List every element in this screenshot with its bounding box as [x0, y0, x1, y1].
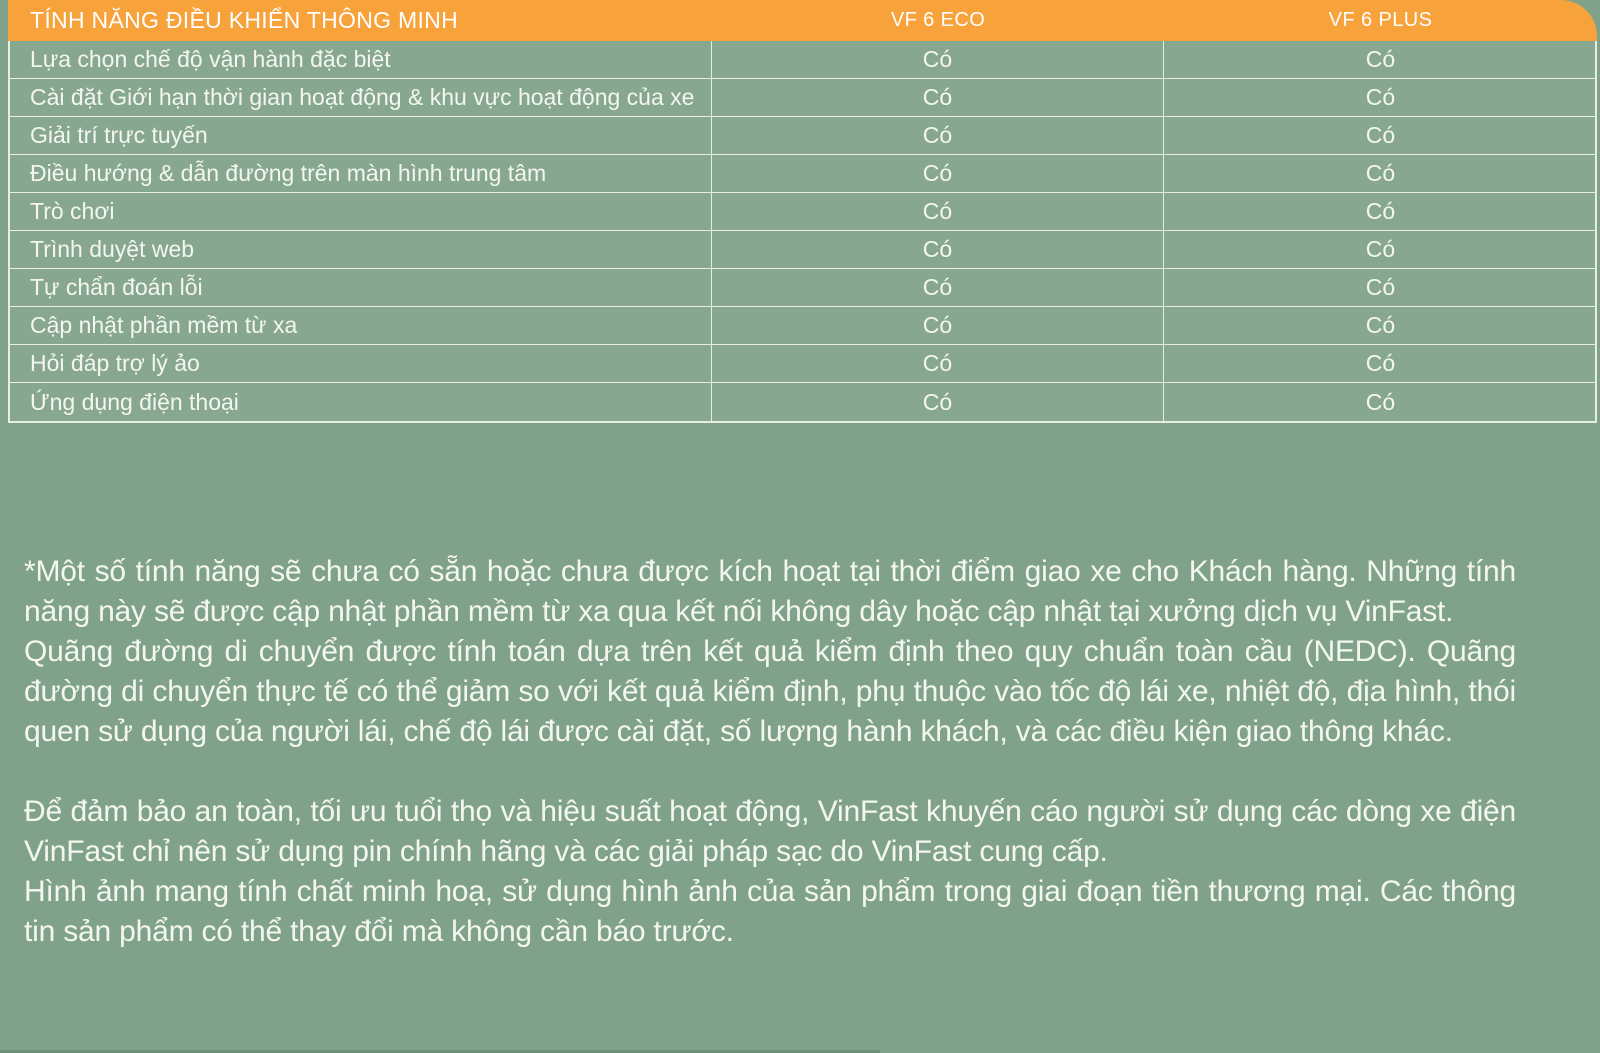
footnote-range-nedc: Quãng đường di chuyển được tính toán dựa trên kết quả kiểm định theo quy chuẩn toàn cầu (NEDC). Quãng đường di chuyển thực tế có thể giảm so với kết quả kiểm định, phụ thuộc vào tốc độ lái xe, nhiệt độ, địa hình, thói quen sử dụng của người lái, chế độ lái được cài đặt, số lượng hành khách, và các điều kiện giao thông khác.: [24, 635, 1516, 748]
feature-name-cell: Cập nhật phần mềm từ xa: [10, 307, 712, 344]
plus-value-cell: Có: [1365, 84, 1396, 110]
eco-value-cell: Có: [712, 269, 1164, 306]
eco-value-cell: Có: [712, 307, 1164, 344]
column-header-vf6-eco: VF 6 ECO: [890, 9, 986, 31]
table-section-title: TÍNH NĂNG ĐIỀU KHIỂN THÔNG MINH: [30, 7, 459, 33]
feature-name-cell: Cài đặt Giới hạn thời gian hoạt động & khu vực hoạt động của xe: [10, 79, 712, 116]
table-row: [10, 307, 1595, 345]
eco-value-cell: Có: [712, 345, 1164, 382]
table-row: [10, 193, 1595, 231]
table-row: [10, 345, 1595, 383]
table-row: [10, 231, 1595, 269]
table-row: [10, 79, 1595, 117]
feature-name-cell: Lựa chọn chế độ vận hành đặc biệt: [10, 41, 712, 78]
table-row: [10, 155, 1595, 193]
plus-value-cell: Có: [1365, 236, 1396, 262]
table-header-row: [8, 0, 1597, 41]
table-row: [10, 383, 1595, 421]
feature-name-cell: Điều hướng & dẫn đường trên màn hình trung tâm: [10, 155, 712, 192]
table-row: [10, 117, 1595, 155]
feature-name-cell: Trò chơi: [10, 193, 712, 230]
feature-name-cell: Hỏi đáp trợ lý ảo: [10, 345, 712, 382]
eco-value-cell: Có: [712, 231, 1164, 268]
footnote-illustrative-images: Hình ảnh mang tính chất minh hoạ, sử dụng hình ảnh của sản phẩm trong giai đoạn tiền thương mại. Các thông tin sản phẩm có thể thay đổi mà không cần báo trước.: [24, 875, 1516, 948]
eco-value-cell: Có: [712, 155, 1164, 192]
plus-value-cell: Có: [1365, 46, 1396, 72]
feature-name-cell: Trình duyệt web: [10, 231, 712, 268]
footnotes-block: [24, 552, 1516, 952]
plus-value-cell: Có: [1365, 160, 1396, 186]
feature-name-cell: Ứng dụng điện thoại: [10, 383, 712, 421]
footnote-battery-safety: Để đảm bảo an toàn, tối ưu tuổi thọ và hiệu suất hoạt động, VinFast khuyến cáo người sử dụng các dòng xe điện VinFast chỉ nên sử dụng pin chính hãng và các giải pháp sạc do VinFast cung cấp.: [24, 795, 1516, 868]
feature-name-cell: Tự chẩn đoán lỗi: [10, 269, 712, 306]
table-row: [10, 269, 1595, 307]
table-row: [10, 41, 1595, 79]
eco-value-cell: Có: [712, 383, 1164, 421]
plus-value-cell: Có: [1365, 388, 1396, 415]
plus-value-cell: Có: [1365, 122, 1396, 148]
column-header-vf6-plus: VF 6 PLUS: [1328, 9, 1433, 31]
table-body: [8, 41, 1597, 423]
eco-value-cell: Có: [712, 41, 1164, 78]
plus-value-cell: Có: [1365, 312, 1396, 338]
plus-value-cell: Có: [1365, 350, 1396, 376]
feature-name-cell: Giải trí trực tuyến: [10, 117, 712, 154]
smart-features-table: [8, 0, 1597, 423]
plus-value-cell: Có: [1365, 274, 1396, 300]
eco-value-cell: Có: [712, 193, 1164, 230]
eco-value-cell: Có: [712, 79, 1164, 116]
plus-value-cell: Có: [1365, 198, 1396, 224]
footnote-feature-availability: *Một số tính năng sẽ chưa có sẵn hoặc chưa được kích hoạt tại thời điểm giao xe cho Khách hàng. Những tính năng này sẽ được cập nhật phần mềm từ xa qua kết nối không dây hoặc cập nhật tại xưởng dịch vụ VinFast.: [24, 555, 1516, 628]
eco-value-cell: Có: [712, 117, 1164, 154]
